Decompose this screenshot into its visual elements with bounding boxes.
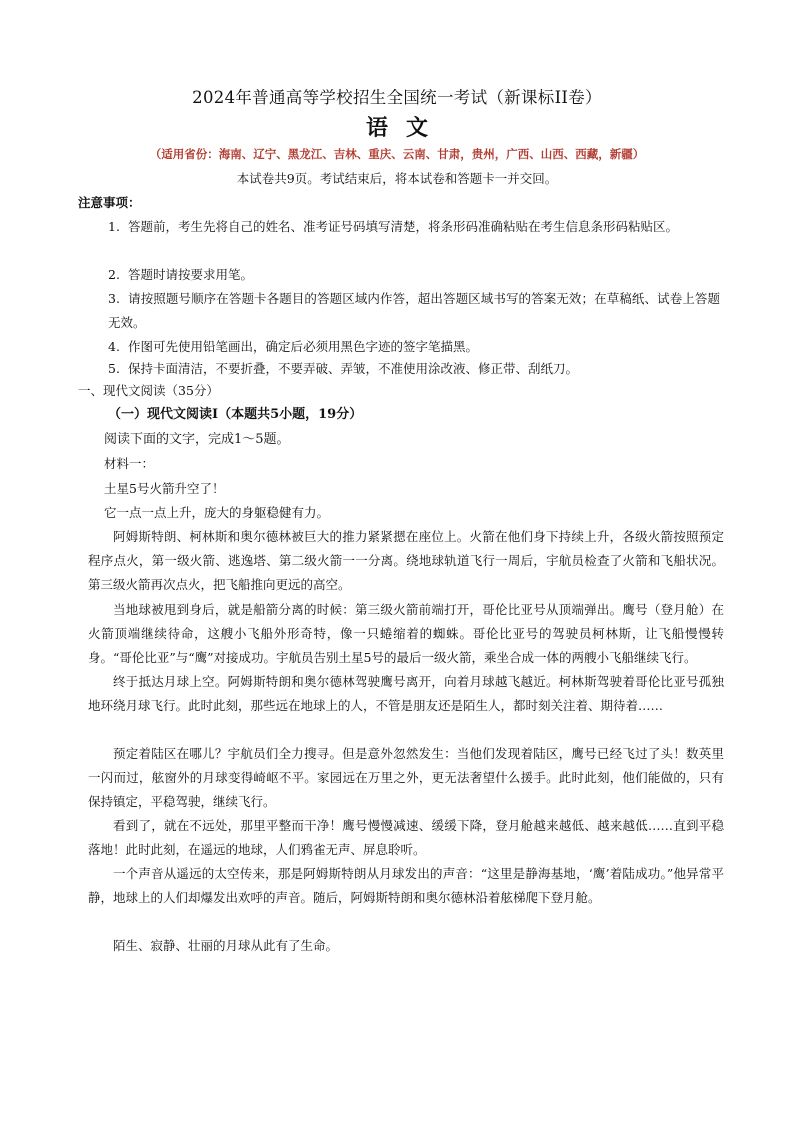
passage-paragraph: 当地球被甩到身后，就是船箭分离的时候：第三级火箭前端打开，哥伦比亚号从顶端弹出。鹰号（登月舱）在火箭顶端继续待命，这艘小飞船外形奇特，像一只蜷缩着的蜘蛛。哥伦比亚号的驾驶员柯林斯，让飞船慢慢转身。“哥伦比亚”与“鹰”对接成功。宇航员告别土星5号的最后一级火箭，乘坐合成一体的两艘小飞船继续飞行。 xyxy=(88,602,724,665)
notice-item xyxy=(108,287,720,335)
passage-paragraph: 阿姆斯特朗、柯林斯和奥尔德林被巨大的推力紧紧摁在座位上。火箭在他们身下持续上升，各级火箭按照预定程序点火，第一级火箭、逃逸塔、第二级火箭一一分离。绕地球轨道飞行一周后，宇航员检查了火箭和飞船状况。第三级火箭再次点火，把飞船推向更远的高空。 xyxy=(88,529,724,592)
notice-item xyxy=(108,215,720,239)
notice-item xyxy=(108,357,720,381)
passage-paragraph: 它一点一点上升，庞大的身躯稳健有力。 xyxy=(104,505,330,520)
notice-item-number: 1. xyxy=(108,219,120,234)
exam-intro: 本试卷共9页。考试结束后，将本试卷和答题卡一并交回。 xyxy=(236,171,558,186)
passage-paragraph: 土星5号火箭升空了！ xyxy=(104,481,225,496)
notice-heading: 注意事项： xyxy=(78,195,141,210)
section-heading: 一、现代文阅读（35分） xyxy=(78,383,219,398)
notice-item xyxy=(108,263,720,287)
passage-paragraph: 预定着陆区在哪儿？宇航员们全力搜寻。但是意外忽然发生：当他们发现着陆区，鹰号已经飞过了头！数英里一闪而过，舷窗外的月球变得崎岖不平。家园远在万里之外，更无法奢望什么援手。此时此刻，他们能做的，只有保持镇定，平稳驾驶，继续飞行。 xyxy=(88,746,724,809)
reading-instruction: 阅读下面的文字，完成1～5题。 xyxy=(104,432,290,447)
notice-item-number: 4. xyxy=(108,339,120,354)
notice-item xyxy=(108,335,720,359)
passage-paragraph: 终于抵达月球上空。阿姆斯特朗和奥尔德林驾驶鹰号离开，向着月球越飞越近。柯林斯驾驶着哥伦比亚号孤独地环绕月球飞行。此时此刻，那些远在地球上的人，不管是朋友还是陌生人，都时刻关注着、期待着…… xyxy=(88,674,724,713)
applicable-provinces: （适用省份：海南、辽宁、黑龙江、吉林、重庆、云南、甘肃，贵州，广西、山西、西藏，新疆） xyxy=(149,147,645,161)
notice-item-text: 请按照题号顺序在答题卡各题目的答题区域内作答，超出答题区域书写的答案无效；在草稿纸、试卷上答题无效。 xyxy=(108,291,720,330)
notice-item-text: 答题时请按要求用笔。 xyxy=(128,267,254,282)
exam-title: 2024年普通高等学校招生全国统一考试（新课标II卷） xyxy=(192,88,602,107)
subject-title: 语文 xyxy=(365,115,446,141)
notice-item-text: 答题前，考生先将自己的姓名、准考证号码填写清楚，将条形码准确粘贴在考生信息条形码粘贴区。 xyxy=(128,219,679,234)
notice-item-number: 2. xyxy=(108,267,120,282)
notice-item-number: 3. xyxy=(108,291,120,306)
passage-paragraph: 一个声音从遥远的太空传来，那是阿姆斯特朗从月球发出的声音：“这里是静海基地，‘鹰’着陆成功。”他异常平静，地球上的人们却爆发出欢呼的声音。随后，阿姆斯特朗和奥尔德林沿着舷梯爬下登月舱。 xyxy=(88,866,724,905)
notice-item-text: 作图可先使用铅笔画出，确定后必须用黑色字迹的签字笔描黑。 xyxy=(128,339,479,354)
notice-item-text: 保持卡面清洁，不要折叠，不要弄破、弄皱，不准使用涂改液、修正带、刮纸刀。 xyxy=(128,361,579,376)
passage-paragraph: 看到了，就在不远处，那里平整而干净！鹰号慢慢减速、缓缓下降，登月舱越来越低、越来越低……直到平稳落地！此时此刻，在遥远的地球，人们鸦雀无声、屏息聆听。 xyxy=(88,818,724,857)
subsection-heading: （一）现代文阅读Ⅰ（本题共5小题，19分） xyxy=(108,407,363,422)
material-label: 材料一： xyxy=(104,456,155,471)
notice-item-number: 5. xyxy=(108,361,120,376)
passage-paragraph: 陌生、寂静、壮丽的月球从此有了生命。 xyxy=(113,938,339,953)
